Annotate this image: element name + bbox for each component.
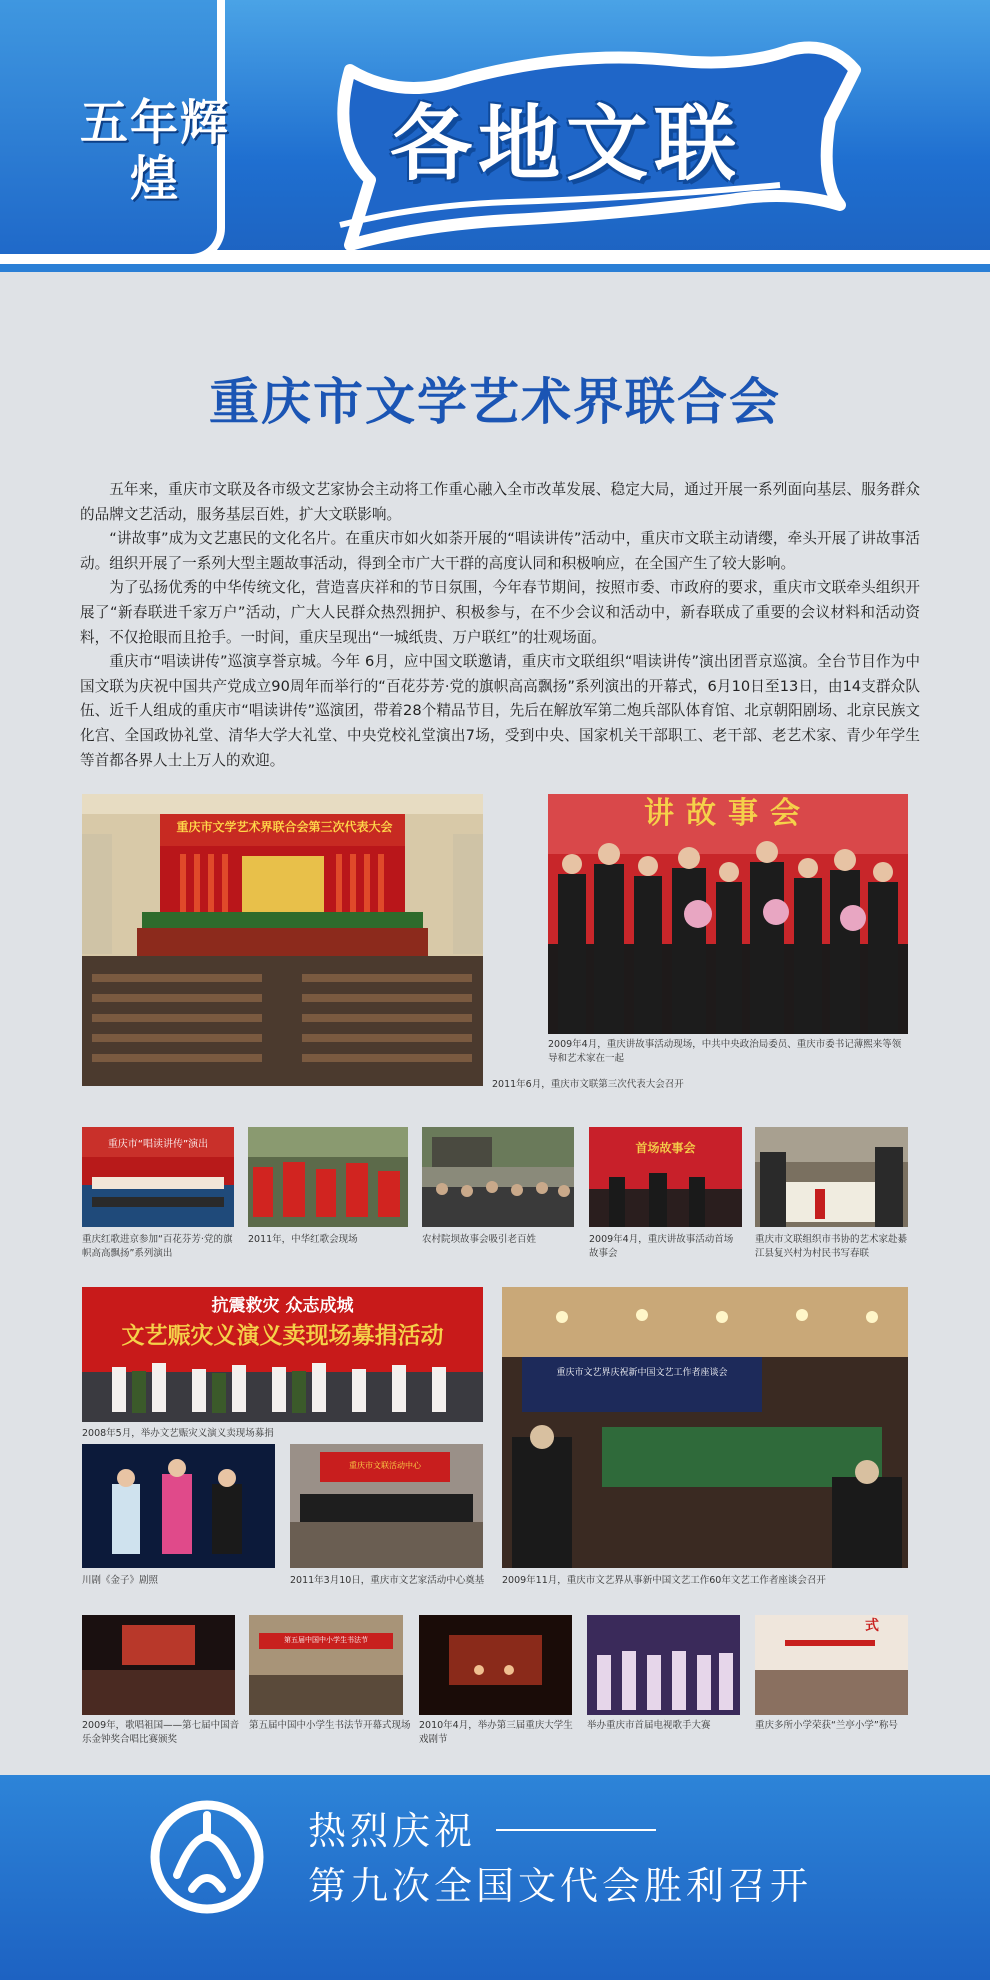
photo-caption: 重庆红歌进京参加“百花芬芳·党的旗帜高高飘扬”系列演出 [82,1234,233,1259]
photo-groundbreaking [290,1444,483,1568]
groundbreaking-banner: 重庆市文联活动中心 [349,1461,421,1470]
organization-title: 重庆市文学艺术界联合会 [209,373,781,431]
section-tag-label: 五年辉煌 [80,95,231,207]
drama-festival-image [419,1615,572,1715]
storytelling-banner-text: 讲故事会 [644,796,812,831]
article-paragraph: “讲故事”成为文艺惠民的文化名片。在重庆市如火如荼开展的“唱读讲传”活动中，重庆市文联主动请缨，牵头开展了讲故事活动。组织开展了一系列大型主题故事活动，得到全市广大干群的高度认同和积极响应，在全国产生了较大影响。 [80,530,920,572]
article-paragraph: 五年来，重庆市文联及各市级文艺家协会主动将工作重心融入全市改革发展、稳定大局，通过开展一系列面向基层、服务群众的品牌文艺活动，服务基层百姓，扩大文联影响。 [80,481,920,523]
lanting-banner: 式 [865,1618,879,1634]
footer-celebration-line: 热烈庆祝 [308,1809,477,1853]
photo-singing-performance [82,1127,234,1227]
photo-calligraphy-festival [249,1615,403,1715]
photo-caption: 第五届中国中小学生书法节开幕式现场 [249,1720,411,1731]
relief-banner-line1: 抗震救灾 众志成城 [211,1296,354,1316]
sichuan-opera-image [82,1444,275,1568]
photo-storytelling-event [548,794,908,1034]
congress-banner-text: 重庆市文学艺术界联合会第三次代表大会 [176,820,393,834]
singing-banner-text: 重庆市“唱读讲传”演出 [107,1139,209,1150]
photo-caption: 举办重庆市首届电视歌手大赛 [587,1720,711,1731]
photo-caption: 重庆市文联组织市书协的艺术家赴綦江县复兴村为村民书写春联 [755,1234,908,1259]
photo-couplet-writing [755,1127,908,1227]
photo-literary-forum [502,1287,908,1568]
first-storytelling-banner: 首场故事会 [635,1141,696,1155]
photo-caption: 农村院坝故事会吸引老百姓 [422,1234,537,1245]
photo-golden-bell-award [82,1615,235,1715]
photo-caption: 重庆多所小学荣获“兰亭小学”称号 [755,1720,898,1731]
couplet-writing-image [755,1127,908,1227]
footer-rule [496,1829,656,1831]
article-body [80,478,920,773]
photo-caption: 2011年6月，重庆市文联第三次代表大会召开 [492,1079,684,1090]
photo-sichuan-opera [82,1444,275,1568]
photo-caption: 2011年，中华红歌会现场 [248,1234,358,1245]
forum-banner-text: 重庆市文艺界庆祝新中国文艺工作者座谈会 [556,1368,728,1378]
photo-tv-singer-contest [587,1615,740,1715]
calligraphy-banner: 第五届中国中小学生书法节 [284,1636,368,1644]
photo-first-storytelling [589,1127,742,1227]
photo-caption: 川剧《金子》剧照 [82,1575,159,1586]
photo-caption: 2009年，歌唱祖国——第七届中国音乐金钟奖合唱比赛颁奖 [82,1720,240,1745]
tv-singer-contest-image [587,1615,740,1715]
golden-bell-award-image [82,1615,235,1715]
footer-congress-line: 第九次全国文代会胜利召开 [308,1864,813,1908]
photo-red-song-concert [248,1127,408,1227]
header-divider-blue [0,264,990,272]
article-paragraph: 为了弘扬优秀的中华传统文化，营造喜庆祥和的节日氛围，今年春节期间，按照市委、市政府的要求，重庆市文联牵头组织开展了“新春联进千家万户”活动，广大人民群众热烈拥护、积极参与，在不少会议和活动中，新春联成了重要的会议材料和活动资料，不仅抢眼而且抢手。一时间，重庆呈现出“一城纸贵、万户联红”的壮观场面。 [80,579,920,646]
red-song-concert-image [248,1127,408,1227]
banner-title: 各地文联 [390,97,743,192]
photo-caption: 2008年5月，举办文艺赈灾义演义卖现场募捐 [82,1428,274,1439]
photo-village-storytelling [422,1127,574,1227]
photo-caption: 2009年4月，重庆讲故事活动现场，中共中央政治局委员、重庆市委书记薄熙来等领导和艺术家在一起 [548,1039,902,1064]
photo-caption: 2009年4月，重庆讲故事活动首场故事会 [589,1234,734,1259]
photo-drama-festival [419,1615,572,1715]
photo-congress-hall [82,794,483,1086]
photo-disaster-relief-charity [82,1287,483,1422]
article-paragraph: 重庆市“唱读讲传”巡演享誉京城。今年 6月，应中国文联邀请，重庆市文联组织“唱读讲传”演出团晋京巡演。全台节目作为中国文联为庆祝中国共产党成立90周年而举行的“百花芬芳·党的旗帜高高飘扬”系列演出的开幕式，6月10日至13日，由14支群众队伍、近千人组成的重庆市“唱读讲传”巡演团，带着28个精品节目，先后在解放军第二炮兵部队体育馆、北京朝阳剧场、北京民族文化宫、全国政协礼堂、清华大学大礼堂、中央党校礼堂演出7场，受到中央、国家机关干部职工、老干部、老艺术家、青少年学生等首都各界人士上万人的欢迎。 [80,653,920,769]
relief-banner-line2: 文艺赈灾义演义卖现场募捐活动 [121,1323,444,1349]
photo-caption: 2010年4月，举办第三届重庆大学生戏剧节 [419,1720,573,1745]
header [0,0,990,300]
calligraphy-festival-image [249,1615,403,1715]
federation-logo-icon [147,1797,267,1917]
photo-caption: 2009年11月，重庆市文艺界从事新中国文艺工作60年文艺工作者座谈会召开 [502,1575,826,1586]
village-storytelling-image [422,1127,574,1227]
photo-caption: 2011年3月10日，重庆市文艺家活动中心奠基 [290,1575,485,1586]
literary-forum-image [502,1287,908,1568]
congress-hall-image [82,794,483,1086]
photo-lanting-school [755,1615,908,1715]
